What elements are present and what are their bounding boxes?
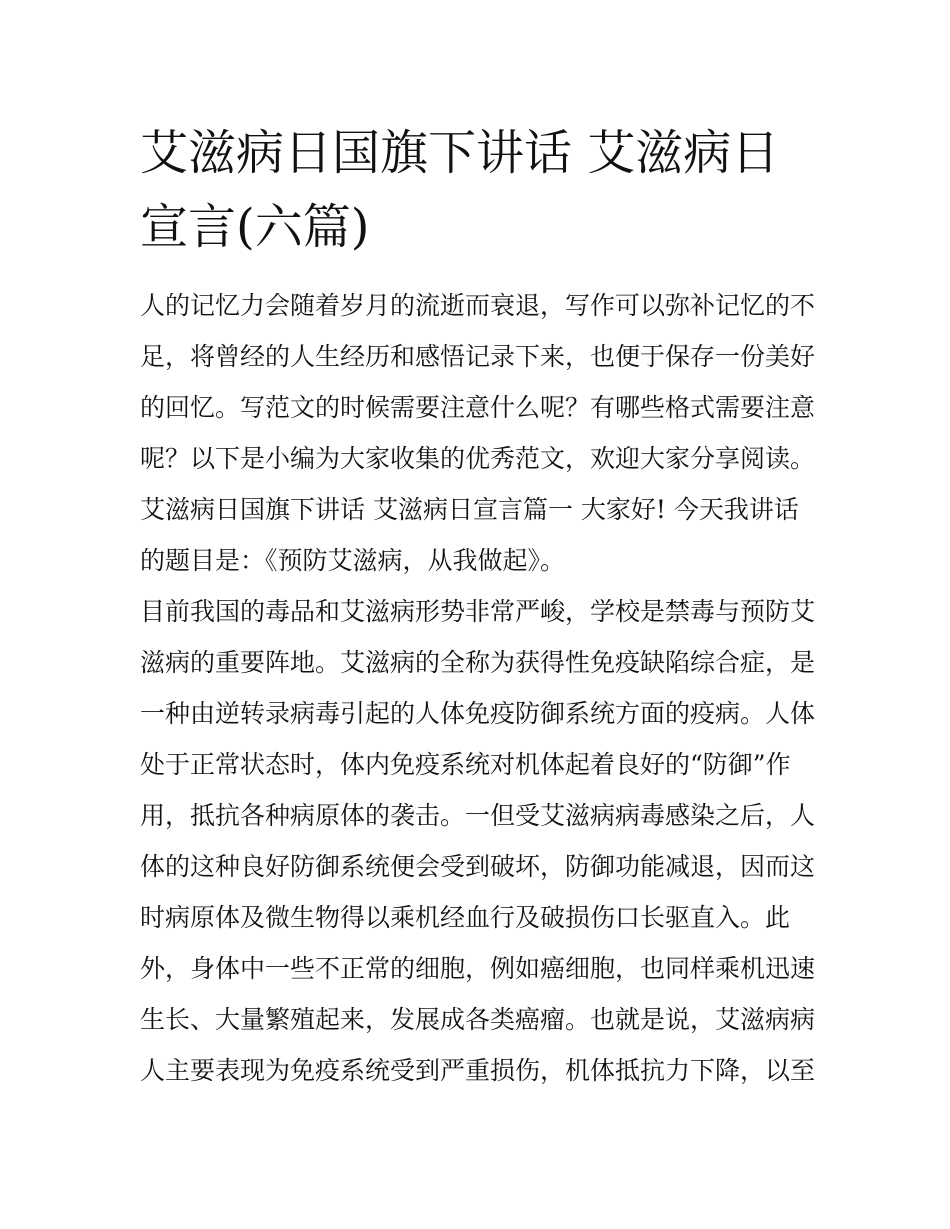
document-body xyxy=(140,280,820,1096)
body-line: 用，抵抗各种病原体的袭击。一但受艾滋病病毒感染之后，人 xyxy=(140,801,816,830)
title-line-1: 艾滋病日国旗下讲话 艾滋病日 xyxy=(140,125,780,181)
body-line: 足，将曾经的人生经历和感悟记录下来，也便于保存一份美好 xyxy=(140,342,816,371)
body-line: 处于正常状态时，体内免疫系统对机体起着良好的“防御”作 xyxy=(140,750,791,779)
body-line: 的题目是：《预防艾滋病，从我做起》。 xyxy=(140,546,566,575)
body-line: 滋病的重要阵地。艾滋病的全称为获得性免疫缺陷综合症，是 xyxy=(140,648,816,677)
body-line: 人主要表现为免疫系统受到严重损伤，机体抵抗力下降，以至 xyxy=(140,1056,816,1085)
document-title xyxy=(140,116,820,264)
body-line: 外，身体中一些不正常的细胞，例如癌细胞，也同样乘机迅速 xyxy=(140,954,816,983)
body-line: 生长、大量繁殖起来，发展成各类癌瘤。也就是说，艾滋病病 xyxy=(140,1005,816,1034)
body-line: 时病原体及微生物得以乘机经血行及破损伤口长驱直入。此 xyxy=(140,903,791,932)
body-line: 艾滋病日国旗下讲话 艾滋病日宣言篇一 大家好! 今天我讲话 xyxy=(140,495,799,524)
body-line: 目前我国的毒品和艾滋病形势非常严峻，学校是禁毒与预防艾 xyxy=(140,597,816,626)
body-line: 的回忆。写范文的时候需要注意什么呢？有哪些格式需要注意 xyxy=(140,393,816,422)
body-line: 人的记忆力会随着岁月的流逝而衰退，写作可以弥补记忆的不 xyxy=(140,291,816,320)
body-line: 呢？以下是小编为大家收集的优秀范文，欢迎大家分享阅读。 xyxy=(140,444,816,473)
body-line: 体的这种良好防御系统便会受到破坏，防御功能减退，因而这 xyxy=(140,852,816,881)
body-line: 一种由逆转录病毒引起的人体免疫防御系统方面的疫病。人体 xyxy=(140,699,816,728)
title-line-2: 宣言(六篇) xyxy=(140,199,370,255)
